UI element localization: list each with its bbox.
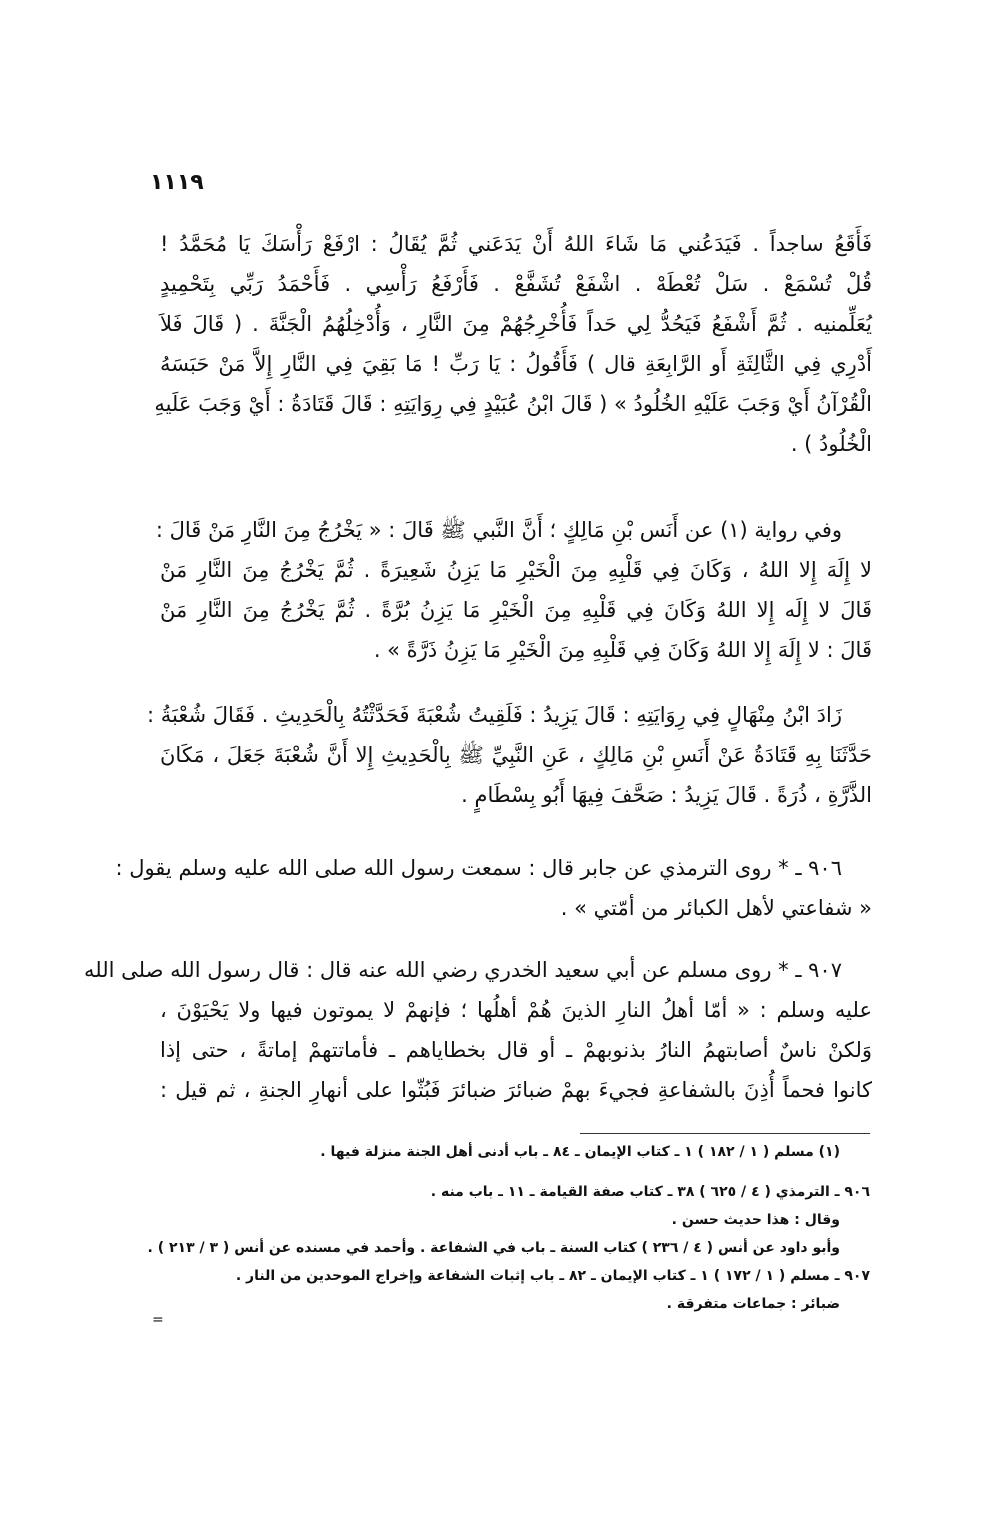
paragraph-ibn-minhal (147, 695, 872, 815)
paragraph-hadith-907 (84, 950, 872, 1110)
text-line: قَالَ : لا إِلَهَ إِلا اللهُ وَكَانَ فِي قَلْبِهِ مِنَ الْخَيْرِ مَا يَزِنُ ذَرَّةً » . (373, 638, 872, 662)
footnote-line: وأبو داود عن أنس ( ٤ / ٢٣٦ ) كتاب السنة ـ باب في الشفاعة . وأحمد في مسنده عن أنس ( ٣ / ٢١٣ ) . (147, 1240, 840, 1256)
margin-mark: = (152, 1312, 164, 1328)
footnote-line: ٩٠٧ ـ مسلم ( ١ / ١٧٢ ) ١ ـ كتاب الإيمان ـ ٨٢ ـ باب إثبات الشفاعة وإخراج الموحدين من النار . (235, 1268, 870, 1284)
footnote-line: وقال : هذا حديث حسن . (671, 1212, 840, 1228)
footnote-line: ٩٠٦ ـ الترمذي ( ٤ / ٦٢٥ ) ٣٨ ـ كتاب صفة القيامة ـ ١١ ـ باب منه . (430, 1184, 870, 1200)
text-line: فَأَقَعُ ساجداً . فَيَدَعُني مَا شَاءَ اللهُ أَنْ يَدَعَني ثُمَّ يُقَالُ : ارْفَعْ رَأْسَكَ يَا مُحَمَّدُ ! (160, 232, 872, 256)
text-line: قَالَ لا إِلَه إِلا اللهُ وَكَانَ فِي قَلْبِهِ مِنَ الْخَيْرِ مَا يَزِنُ بُرَّةً . ثُمَّ يَخْرُجُ مِنَ النَّارِ مَنْ (160, 598, 872, 622)
text-line: وفي رواية (١) عن أَنَس بْنِ مَالِكٍ ؛ أَنَّ النَّبي ﷺ قَالَ : « يَخْرُجُ مِنَ النَّارِ مَنْ قَالَ : (155, 518, 842, 542)
text-line: الذَّرَّةِ ، ذُرَةً . قَالَ يَزِيدُ : صَحَّفَ فِيهَا أَبُو بِسْطَامٍ . (461, 783, 872, 807)
text-line: عليه وسلم : « أمّا أهلُ النارِ الذينَ هُمْ أهلُها ؛ فإنهمْ لا يموتون فيها ولا يَحْيَوْنَ ، (160, 998, 872, 1022)
text-line: ٩٠٦ ـ * روى الترمذي عن جابر قال : سمعت رسول الله صلى الله عليه وسلم يقول : (115, 856, 842, 880)
footnote-1 (160, 1138, 870, 1166)
text-line: قُلْ تُسْمَعْ . سَلْ تُعْطَهْ . اشْفَعْ تُشَفَّعْ . فَأَرْفَعُ رَأْسِي . فَأَحْمَدُ رَبِّي بِتَحْمِيدٍ (160, 272, 872, 296)
paragraph-hadith-continuation (154, 224, 872, 464)
text-line: الْقُرْآنُ أَيْ وَجَبَ عَلَيْهِ الخُلُودُ » ( قَالَ ابْنُ عُبَيْدٍ فِي رِوَايَتِهِ : قَالَ قَتَادَةُ : أَيْ وَجَبَ عَلَيهِ (154, 392, 872, 416)
footnote-line: (١) مسلم ( ١ / ١٨٢ ) ١ ـ كتاب الإيمان ـ ٨٤ ـ باب أدنى أهل الجنة منزلة فيها . (320, 1144, 840, 1160)
text-line: ٩٠٧ ـ * روى مسلم عن أبي سعيد الخدري رضي الله عنه قال : قال رسول الله صلى الله (84, 958, 842, 982)
text-line: لا إِلَهَ إِلا اللهُ ، وَكَانَ فِي قَلْبِهِ مِنَ الْخَيْرِ مَا يَزِنُ شَعِيرَةً . ثُمَّ يَخْرُجُ مِنَ النَّارِ مَنْ (160, 558, 872, 582)
text-line: وَلكنْ ناسٌ أصابتهمُ النارُ بذنوبهمْ ـ أو قال بخطاياهم ـ فأماتتهمْ إماتةً ، حتى إذا (160, 1038, 872, 1062)
text-line: كانوا فحماً أُذِنَ بالشفاعةِ فجيءَ بهمْ ضبائرَ ضبائرَ فَبُثّوا على أنهارِ الجنةِ ، ثم قيل : (160, 1078, 872, 1102)
footnote-divider (580, 1133, 870, 1134)
paragraph-hadith-906 (115, 848, 872, 928)
footnotes-sources (147, 1178, 870, 1318)
footnote-line: ضبائر : جماعات متفرقة . (666, 1296, 840, 1312)
text-line: زَادَ ابْنُ مِنْهَالٍ فِي رِوَايَتِهِ : قَالَ يَزِيدُ : فَلَقِيتُ شُعْبَةَ فَحَدَّثْتُهُ بِالْحَدِيثِ . فَقَالَ شُعْبَةُ : (147, 703, 842, 727)
text-line: الْخُلُودُ ) . (790, 432, 872, 456)
text-line: يُعَلِّمنيه . ثُمَّ أَشْفَعُ فَيَحُدُّ لِي حَداً فَأُخْرِجُهُمْ مِنَ النَّارِ ، وَأُدْخِلُهُمُ الْجَنَّةَ . ( قَالَ فَلاَ (160, 312, 872, 336)
paragraph-anas-narration (155, 510, 872, 670)
text-line: « شفاعتي لأهل الكبائر من أمّتي » . (560, 896, 872, 920)
text-line: أَدْرِي فِي الثَّالِثَةِ أَو الرَّابِعَةِ قال ) فَأَقُولُ : يَا رَبِّ ! مَا بَقِيَ فِي النَّارِ إِلاَّ مَنْ حَبَسَهُ (160, 352, 872, 376)
text-line: حَدَّثَنَا بِهِ قَتَادَةُ عَنْ أَنَسِ بْنِ مَالِكٍ ، عَنِ النَّبِيِّ ﷺ بِالْحَدِيثِ إِلا أَنَّ شُعْبَةَ جَعَلَ ، مَكَانَ (160, 743, 872, 767)
page-number: ١١١٩ (150, 170, 204, 195)
